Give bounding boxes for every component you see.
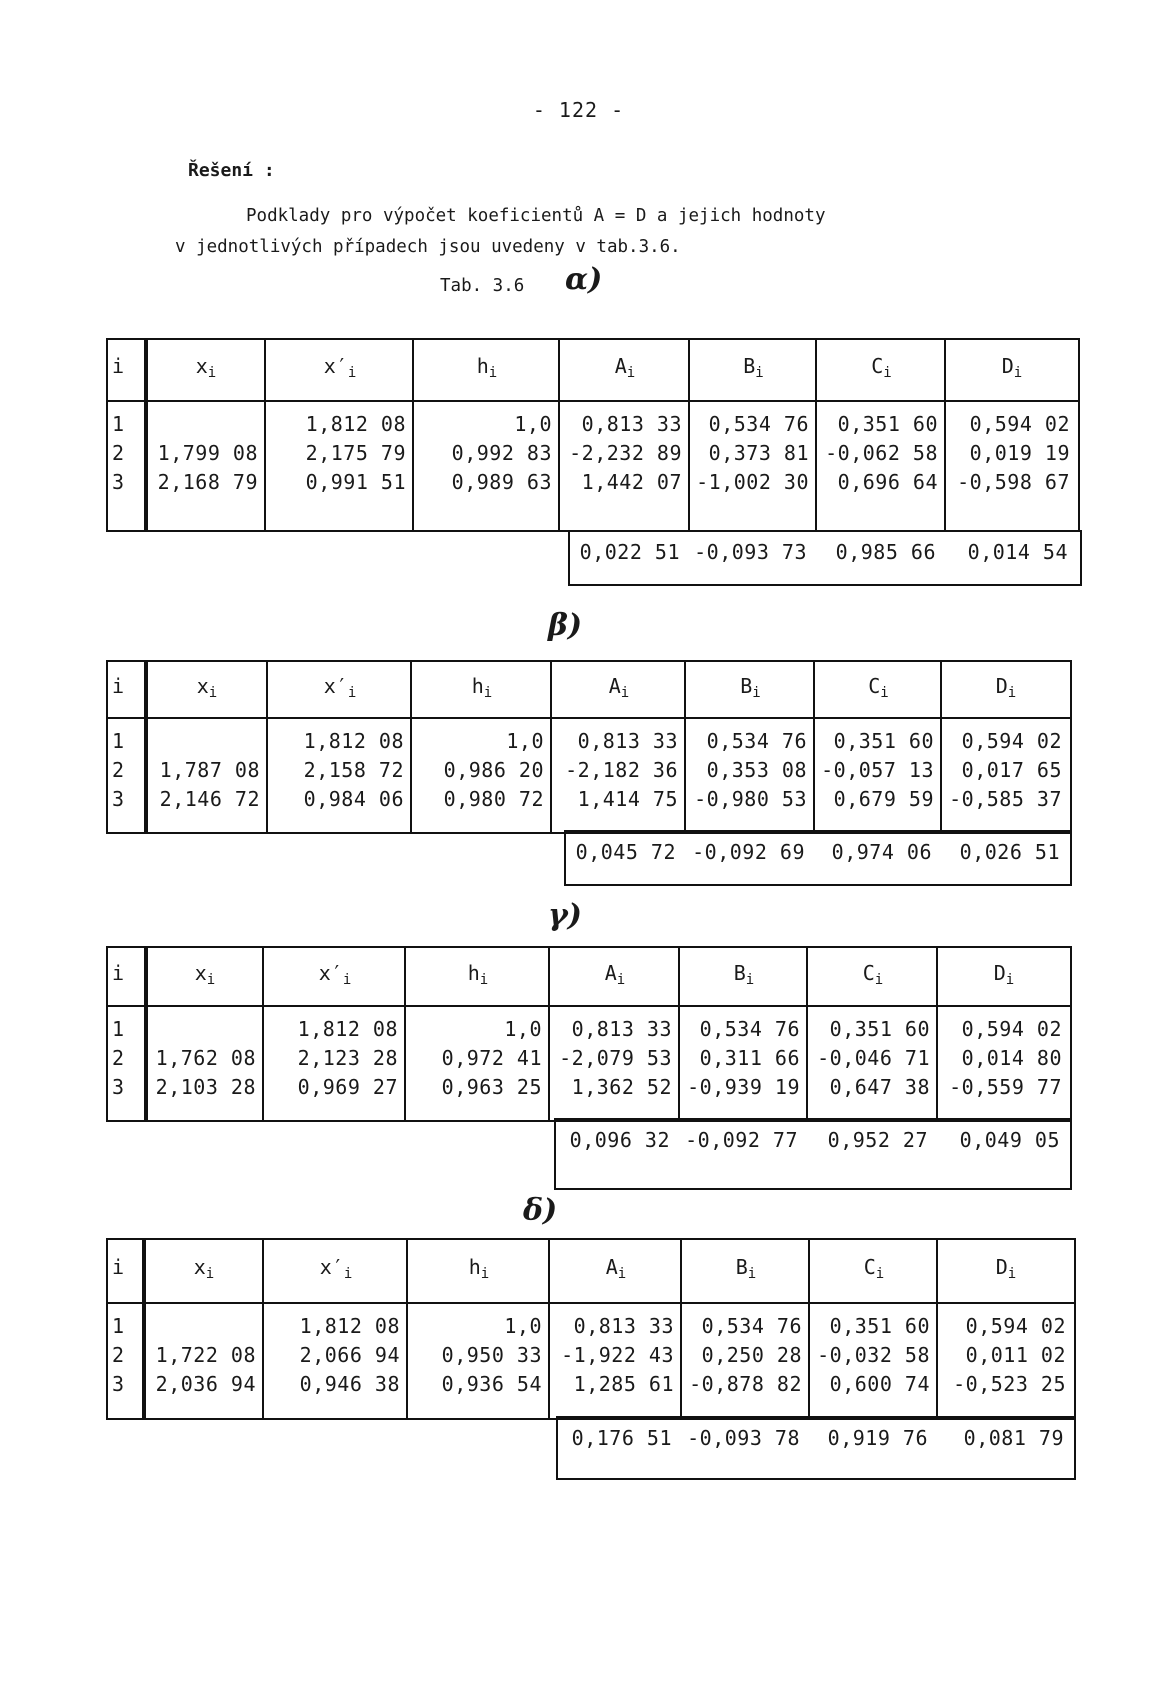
column-header-subscript: i xyxy=(745,971,755,988)
header-divider xyxy=(108,400,1078,402)
table-cell-x: 1,799 08 xyxy=(157,441,258,465)
row-index: 2 xyxy=(112,758,125,782)
data-table-2 xyxy=(106,660,1072,834)
column-header-h xyxy=(406,961,550,988)
column-header-symbol: A xyxy=(608,673,621,698)
row-index: 2 xyxy=(112,1046,125,1070)
table-cell-xp: 2,123 28 xyxy=(297,1046,398,1070)
table-cell-A: -1,922 43 xyxy=(561,1343,674,1367)
sum-value-A: 0,022 51 xyxy=(579,540,680,564)
sum-value-B: -0,093 73 xyxy=(694,540,807,564)
column-header-subscript: i xyxy=(747,1266,757,1282)
table-cell-B: 0,534 76 xyxy=(706,729,807,753)
table-cell-A: 0,813 33 xyxy=(577,729,678,753)
table-cell-D: 0,019 19 xyxy=(969,441,1070,465)
table-cell-xp: 0,991 51 xyxy=(305,470,406,494)
table-cell-C: 0,600 74 xyxy=(829,1372,930,1396)
table-cell-D: 0,594 02 xyxy=(961,1017,1062,1041)
row-index: 1 xyxy=(112,412,125,436)
column-header-subscript: i xyxy=(1005,971,1015,988)
table-cell-xp: 2,066 94 xyxy=(299,1343,400,1367)
column-header-subscript: i xyxy=(206,971,216,988)
column-header-subscript: i xyxy=(205,1266,215,1282)
table-cell-C: -0,032 58 xyxy=(817,1343,930,1367)
table-cell-xp: 1,812 08 xyxy=(297,1017,398,1041)
table-cell-xp: 1,812 08 xyxy=(303,729,404,753)
column-header-subscript: i xyxy=(880,684,889,701)
column-header-B xyxy=(680,961,808,988)
column-header-A xyxy=(550,961,680,988)
column-header-symbol: x′ xyxy=(319,1255,344,1279)
table-cell-C: 0,679 59 xyxy=(833,787,934,811)
column-header-x_prime xyxy=(268,674,412,701)
column-header-symbol: C xyxy=(871,354,884,378)
column-header-subscript: i xyxy=(480,1266,490,1282)
table-cell-B: 0,534 76 xyxy=(708,412,809,436)
table-cell-B: 0,250 28 xyxy=(701,1343,802,1367)
column-header-x xyxy=(144,1255,264,1282)
table-cell-h: 0,950 33 xyxy=(441,1343,542,1367)
sum-value-B: -0,092 77 xyxy=(685,1128,798,1152)
table-cell-D: -0,598 67 xyxy=(957,470,1070,494)
table-cell-h: 0,992 83 xyxy=(451,441,552,465)
table-cell-A: 0,813 33 xyxy=(571,1017,672,1041)
table-cell-xp: 2,175 79 xyxy=(305,441,406,465)
table-cell-h: 0,972 41 xyxy=(441,1046,542,1070)
column-header-i: i xyxy=(112,960,125,985)
sum-value-D: 0,081 79 xyxy=(963,1426,1064,1450)
table-cell-h: 0,936 54 xyxy=(441,1372,542,1396)
row-index: 2 xyxy=(112,1343,125,1367)
table-cell-A: -2,182 36 xyxy=(565,758,678,782)
table-cell-D: -0,523 25 xyxy=(953,1372,1066,1396)
table-cell-A: -2,232 89 xyxy=(569,441,682,465)
table-cell-A: 0,813 33 xyxy=(573,1314,674,1338)
column-header-subscript: i xyxy=(1007,684,1017,701)
table-cell-x: 2,168 79 xyxy=(157,470,258,494)
column-header-A xyxy=(560,354,690,381)
column-header-subscript: i xyxy=(479,971,489,988)
column-header-i: i xyxy=(112,673,125,698)
column-header-h xyxy=(414,354,560,381)
table-cell-B: 0,373 81 xyxy=(708,441,809,465)
column-header-subscript: i xyxy=(875,1266,885,1282)
column-header-subscript: i xyxy=(1007,1266,1017,1282)
header-divider xyxy=(108,717,1070,719)
row-index: 1 xyxy=(112,729,125,753)
table-cell-B: 0,353 08 xyxy=(706,758,807,782)
table-cell-B: -0,980 53 xyxy=(694,787,807,811)
column-header-subscript: i xyxy=(620,684,630,701)
table-cell-h: 1,0 xyxy=(506,729,544,753)
row-index: 3 xyxy=(112,1075,125,1099)
table-caption: Tab. 3.6 xyxy=(440,276,525,296)
table-cell-A: -2,079 53 xyxy=(559,1046,672,1070)
sum-value-B: -0,092 69 xyxy=(692,840,805,864)
page-number: - 122 - xyxy=(532,98,625,122)
row-index: 3 xyxy=(112,787,125,811)
table-cell-B: 0,534 76 xyxy=(699,1017,800,1041)
column-header-x xyxy=(146,961,264,988)
column-header-x_prime xyxy=(266,354,414,381)
column-header-symbol: C xyxy=(868,673,881,698)
column-header-subscript: i xyxy=(207,365,217,381)
column-header-i: i xyxy=(112,1255,125,1279)
column-header-B xyxy=(686,674,815,701)
column-header-B xyxy=(682,1255,810,1282)
column-header-x xyxy=(146,354,266,381)
sum-value-D: 0,049 05 xyxy=(959,1128,1060,1152)
column-header-subscript: i xyxy=(617,1266,627,1282)
table-cell-C: -0,057 13 xyxy=(821,758,934,782)
row-index: 1 xyxy=(112,1314,125,1338)
table-cell-C: 0,696 64 xyxy=(837,470,938,494)
paragraph-line-1: Podklady pro výpočet koeficientů A = D a jejich hodnoty xyxy=(246,206,826,226)
column-header-i: i xyxy=(112,354,125,378)
column-header-C xyxy=(808,961,938,988)
table-cell-h: 1,0 xyxy=(514,412,552,436)
column-header-subscript: i xyxy=(342,971,352,988)
sum-value-C: 0,952 27 xyxy=(827,1128,928,1152)
column-header-subscript: i xyxy=(488,365,498,381)
column-header-symbol: x′ xyxy=(323,673,348,698)
paragraph-line-2: v jednotlivých případech jsou uvedeny v tab.3.6. xyxy=(175,237,681,257)
column-header-C xyxy=(817,354,946,381)
data-table-4 xyxy=(106,1238,1076,1420)
data-table-1 xyxy=(106,338,1080,532)
sum-row-4 xyxy=(556,1416,1076,1480)
table-label-2: β) xyxy=(548,608,583,643)
column-header-symbol: A xyxy=(605,1255,618,1279)
table-cell-h: 0,989 63 xyxy=(451,470,552,494)
table-cell-A: 1,414 75 xyxy=(577,787,678,811)
column-header-symbol: B xyxy=(735,1255,748,1279)
table-cell-B: 0,311 66 xyxy=(699,1046,800,1070)
table-cell-h: 1,0 xyxy=(504,1314,542,1338)
column-header-symbol: B xyxy=(740,673,753,698)
table-cell-C: 0,351 60 xyxy=(829,1314,930,1338)
column-header-symbol: A xyxy=(604,960,617,985)
column-header-subscript: i xyxy=(755,365,764,381)
column-header-C xyxy=(810,1255,938,1282)
sum-value-C: 0,974 06 xyxy=(831,840,932,864)
column-header-C xyxy=(815,674,942,701)
table-cell-h: 0,963 25 xyxy=(441,1075,542,1099)
column-header-D xyxy=(938,1255,1074,1282)
table-cell-x: 2,103 28 xyxy=(155,1075,256,1099)
column-header-subscript: i xyxy=(1013,365,1023,381)
table-cell-h: 0,980 72 xyxy=(443,787,544,811)
column-header-h xyxy=(408,1255,550,1282)
column-header-symbol: x xyxy=(193,1255,206,1279)
column-header-subscript: i xyxy=(626,365,636,381)
column-header-symbol: B xyxy=(743,354,756,378)
table-cell-D: -0,585 37 xyxy=(949,787,1062,811)
table-cell-D: -0,559 77 xyxy=(949,1075,1062,1099)
table-cell-xp: 0,946 38 xyxy=(299,1372,400,1396)
column-header-x xyxy=(146,674,268,701)
sum-value-A: 0,045 72 xyxy=(575,840,676,864)
header-divider xyxy=(108,1005,1070,1007)
column-header-symbol: x xyxy=(195,354,208,378)
column-header-symbol: x′ xyxy=(318,960,343,985)
table-cell-D: 0,594 02 xyxy=(961,729,1062,753)
table-cell-A: 1,442 07 xyxy=(581,470,682,494)
column-header-subscript: i xyxy=(343,1266,353,1282)
table-cell-D: 0,017 65 xyxy=(961,758,1062,782)
row-index: 2 xyxy=(112,441,125,465)
column-header-D xyxy=(938,961,1070,988)
table-cell-B: -0,878 82 xyxy=(689,1372,802,1396)
sum-value-B: -0,093 78 xyxy=(687,1426,800,1450)
column-header-symbol: B xyxy=(733,960,746,985)
table-cell-xp: 1,812 08 xyxy=(299,1314,400,1338)
row-index: 3 xyxy=(112,470,125,494)
table-cell-D: 0,014 80 xyxy=(961,1046,1062,1070)
column-header-subscript: i xyxy=(752,684,761,701)
column-header-subscript: i xyxy=(347,365,357,381)
sum-row-2 xyxy=(564,830,1072,886)
table-cell-x: 1,722 08 xyxy=(155,1343,256,1367)
sum-value-C: 0,919 76 xyxy=(827,1426,928,1450)
column-header-A xyxy=(550,1255,682,1282)
row-index: 1 xyxy=(112,1017,125,1041)
table-cell-xp: 0,984 06 xyxy=(303,787,404,811)
column-header-symbol: D xyxy=(1001,354,1014,378)
column-header-D xyxy=(946,354,1078,381)
column-header-symbol: D xyxy=(995,1255,1008,1279)
table-cell-A: 1,285 61 xyxy=(573,1372,674,1396)
table-cell-C: 0,351 60 xyxy=(829,1017,930,1041)
column-header-subscript: i xyxy=(883,365,892,381)
table-cell-C: 0,351 60 xyxy=(833,729,934,753)
column-header-symbol: A xyxy=(614,354,627,378)
table-cell-B: -1,002 30 xyxy=(696,470,809,494)
table-label-1: α) xyxy=(565,262,603,297)
table-cell-B: -0,939 19 xyxy=(687,1075,800,1099)
column-header-A xyxy=(552,674,686,701)
sum-row-1 xyxy=(568,530,1082,586)
table-cell-C: -0,046 71 xyxy=(817,1046,930,1070)
table-cell-h: 1,0 xyxy=(504,1017,542,1041)
data-table-3 xyxy=(106,946,1072,1122)
column-header-symbol: C xyxy=(862,960,875,985)
table-cell-x: 2,146 72 xyxy=(159,787,260,811)
column-header-symbol: C xyxy=(863,1255,876,1279)
section-heading: Řešení : xyxy=(188,160,275,181)
table-cell-A: 0,813 33 xyxy=(581,412,682,436)
sum-value-A: 0,096 32 xyxy=(569,1128,670,1152)
table-cell-C: -0,062 58 xyxy=(825,441,938,465)
table-label-3: γ) xyxy=(548,898,582,933)
column-header-subscript: i xyxy=(347,684,357,701)
column-header-symbol: x′ xyxy=(323,354,348,378)
column-header-subscript: i xyxy=(616,971,626,988)
column-header-symbol: x xyxy=(196,673,209,698)
table-cell-xp: 1,812 08 xyxy=(305,412,406,436)
column-header-x_prime xyxy=(264,961,406,988)
table-cell-x: 2,036 94 xyxy=(155,1372,256,1396)
table-cell-D: 0,594 02 xyxy=(969,412,1070,436)
table-cell-xp: 0,969 27 xyxy=(297,1075,398,1099)
column-header-symbol: x xyxy=(194,960,207,985)
table-cell-h: 0,986 20 xyxy=(443,758,544,782)
table-label-4: δ) xyxy=(523,1193,558,1228)
column-header-symbol: D xyxy=(995,673,1008,698)
column-header-symbol: h xyxy=(476,354,489,378)
table-cell-xp: 2,158 72 xyxy=(303,758,404,782)
table-cell-D: 0,011 02 xyxy=(965,1343,1066,1367)
column-header-subscript: i xyxy=(208,684,218,701)
sum-value-A: 0,176 51 xyxy=(571,1426,672,1450)
column-header-subscript: i xyxy=(874,971,884,988)
column-header-B xyxy=(690,354,817,381)
column-header-symbol: h xyxy=(468,1255,481,1279)
column-header-symbol: D xyxy=(993,960,1006,985)
column-header-symbol: h xyxy=(471,673,484,698)
table-cell-A: 1,362 52 xyxy=(571,1075,672,1099)
row-index: 3 xyxy=(112,1372,125,1396)
column-header-x_prime xyxy=(264,1255,408,1282)
sum-value-C: 0,985 66 xyxy=(835,540,936,564)
column-header-h xyxy=(412,674,552,701)
column-header-subscript: i xyxy=(483,684,493,701)
table-cell-C: 0,647 38 xyxy=(829,1075,930,1099)
column-header-D xyxy=(942,674,1070,701)
column-header-symbol: h xyxy=(467,960,480,985)
table-cell-C: 0,351 60 xyxy=(837,412,938,436)
sum-value-D: 0,014 54 xyxy=(967,540,1068,564)
table-cell-x: 1,787 08 xyxy=(159,758,260,782)
table-cell-B: 0,534 76 xyxy=(701,1314,802,1338)
table-cell-D: 0,594 02 xyxy=(965,1314,1066,1338)
header-divider xyxy=(108,1302,1074,1304)
sum-row-3 xyxy=(554,1118,1072,1190)
sum-value-D: 0,026 51 xyxy=(959,840,1060,864)
table-cell-x: 1,762 08 xyxy=(155,1046,256,1070)
